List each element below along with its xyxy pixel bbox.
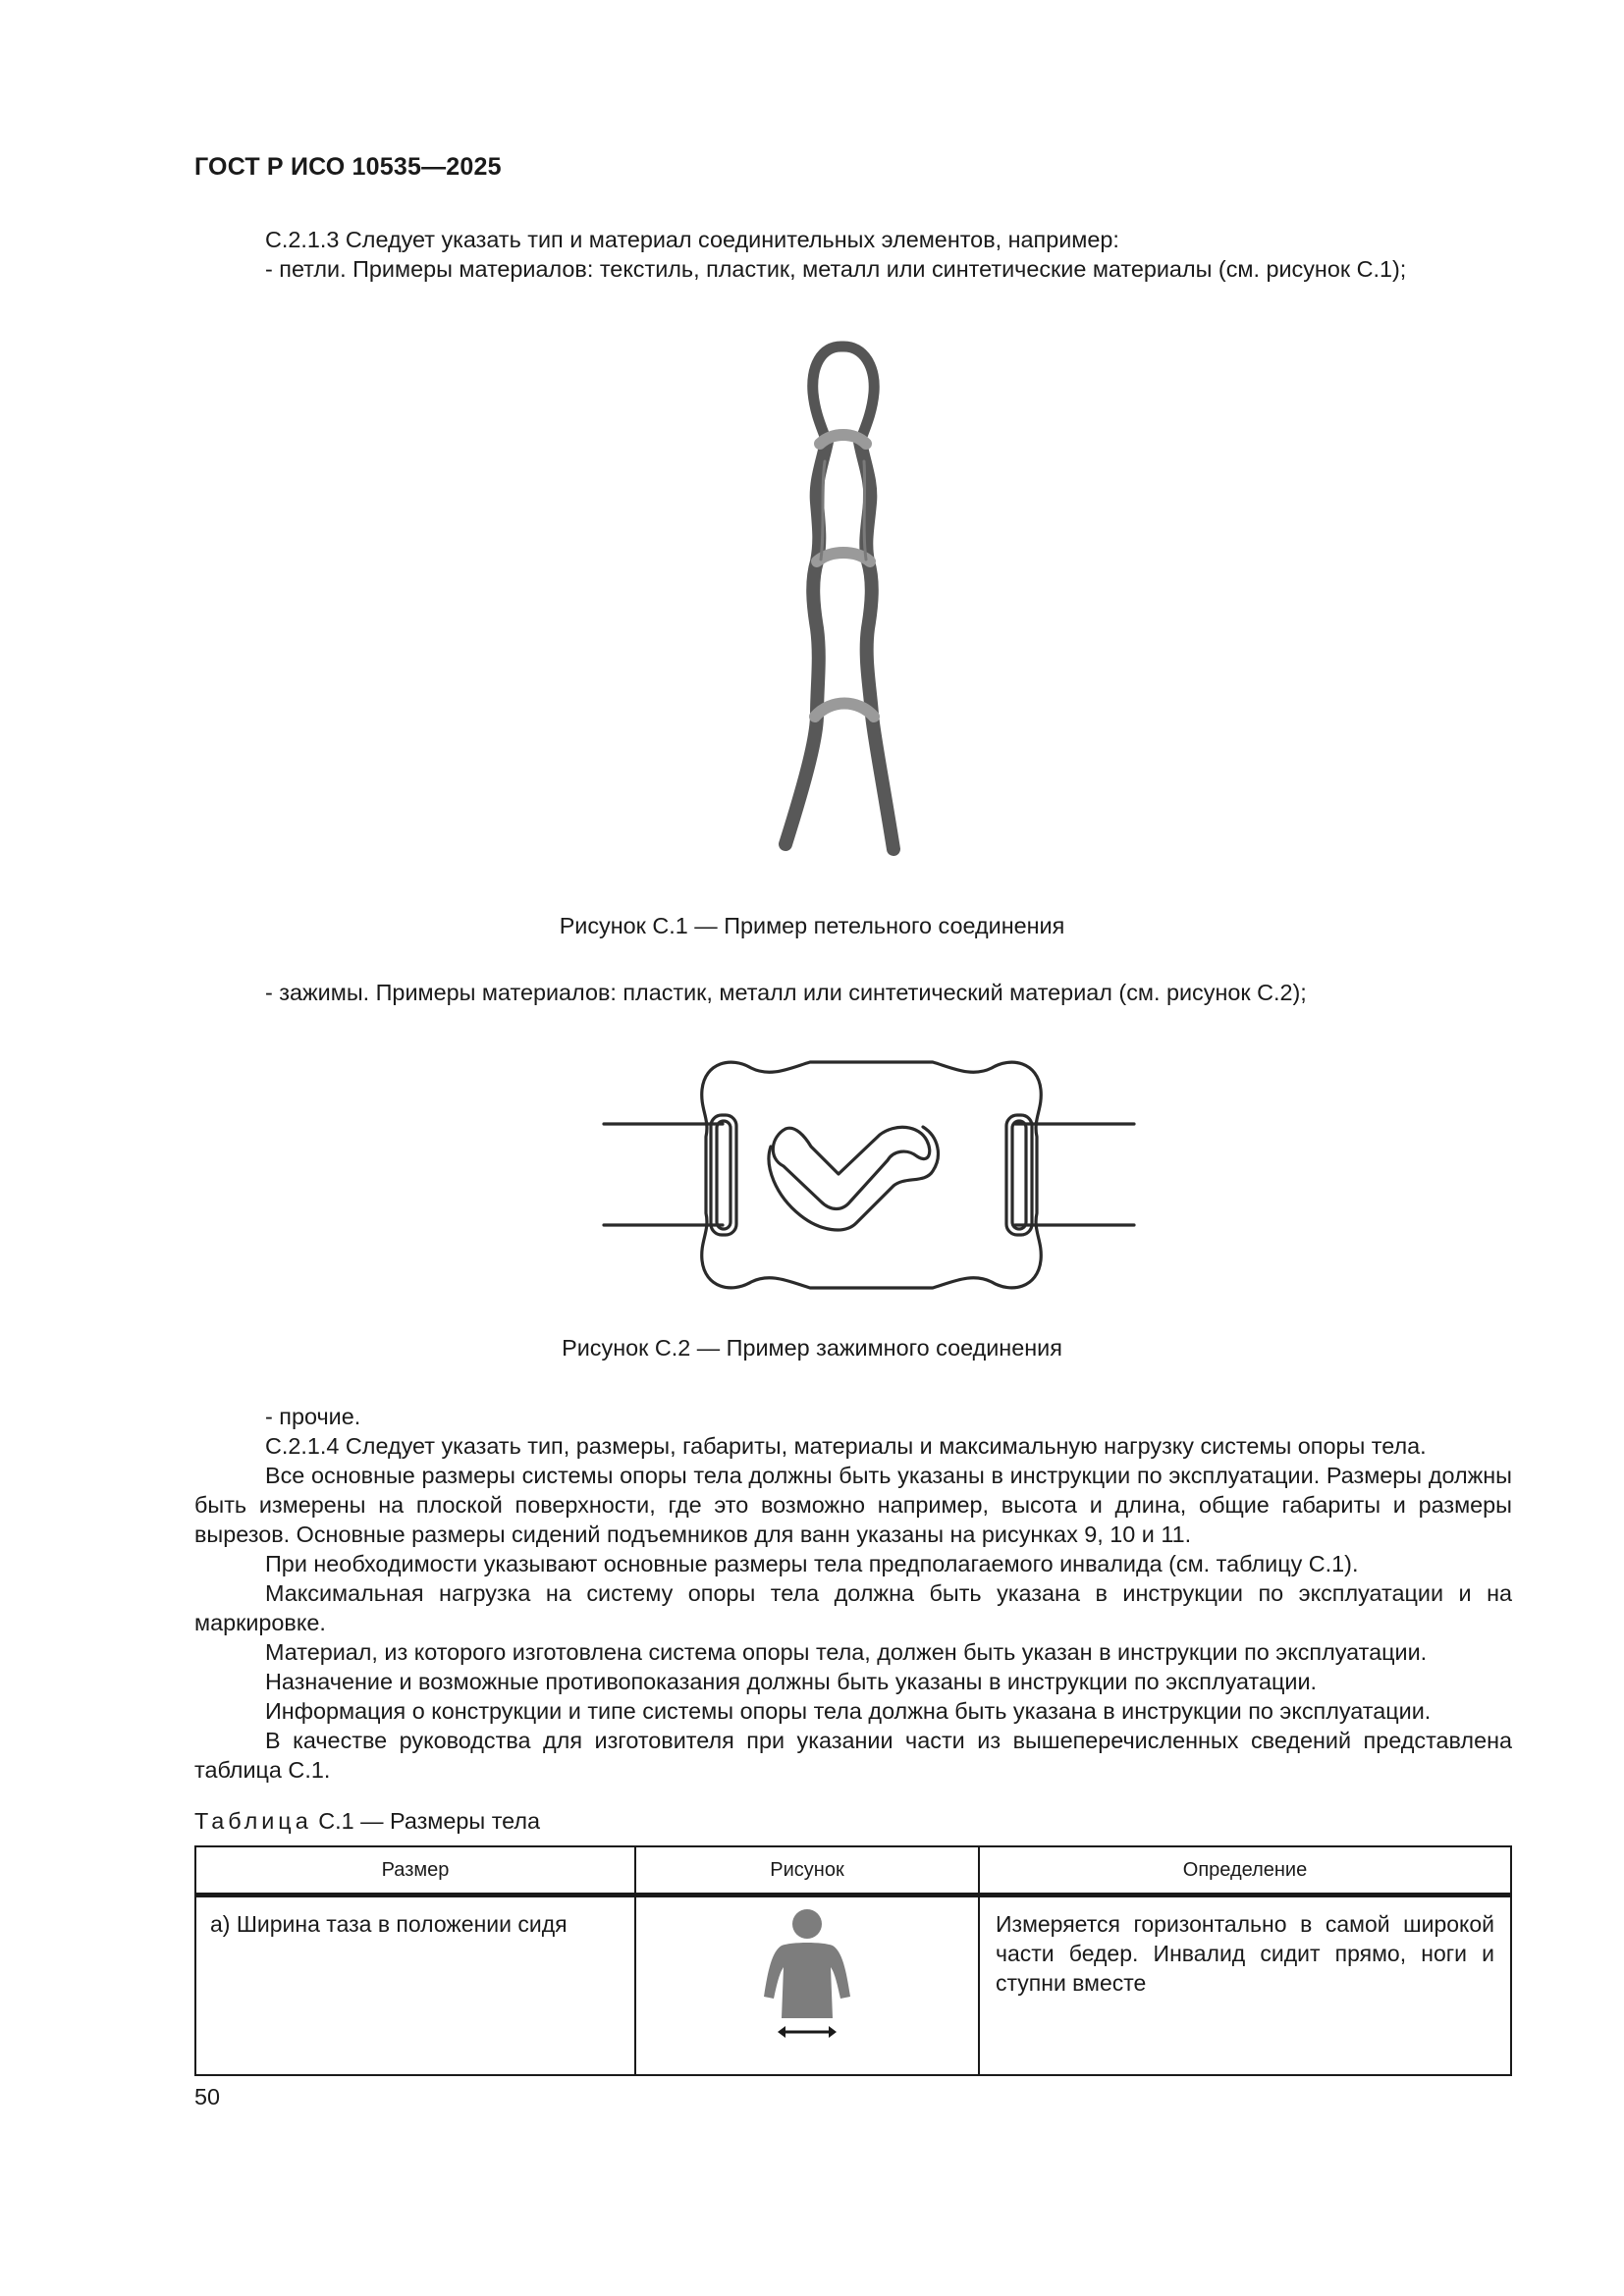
section-c213-lead: С.2.1.3 Следует указать тип и материал соединительных элементов, например: [265, 227, 1119, 252]
column-header-figure: Рисунок [635, 1846, 979, 1896]
table-label-word: Таблица [194, 1808, 312, 1834]
row-figure-cell [635, 1896, 979, 2076]
table-title-text: С.1 — Размеры тела [318, 1808, 541, 1834]
page-number: 50 [194, 2084, 221, 2109]
row-size-cell: а) Ширина таза в положении сидя [195, 1896, 635, 2076]
table-row [195, 1896, 1511, 2076]
loop-connection-illustration [727, 334, 962, 864]
section-c214-p1: С.2.1.4 Следует указать тип, размеры, габариты, материалы и максимальную нагрузку системы опоры тела. [265, 1433, 1427, 1459]
section-c214-p8: В качестве руководства для изготовителя при указании части из вышеперечисленных сведений представлена таблица С.1. [194, 1728, 1512, 1783]
section-c214-p6: Назначение и возможные противопоказания должны быть указаны в инструкции по эксплуатации. [265, 1669, 1318, 1694]
column-header-size: Размер [195, 1846, 635, 1896]
section-c214-p3: При необходимости указывают основные размеры тела предполагаемого инвалида (см. таблицу С.1). [265, 1551, 1359, 1576]
section-c214-p5: Материал, из которого изготовлена система опоры тела, должен быть указан в инструкции по эксплуатации. [265, 1639, 1428, 1665]
table-c1-title [194, 1806, 540, 1836]
document-header: ГОСТ Р ИСО 10535—2025 [194, 153, 502, 181]
figure-c2-caption: Рисунок С.2 — Пример зажимного соединения [562, 1335, 1062, 1361]
seated-person-hip-width-icon [748, 1902, 866, 2050]
section-c214-p4: Максимальная нагрузка на систему опоры тела должна быть указана в инструкции по эксплуатации и на маркировке. [194, 1580, 1512, 1635]
table-header-row [195, 1846, 1511, 1896]
section-c214-p7: Информация о конструкции и типе системы опоры тела должна быть указана в инструкции по эксплуатации. [265, 1698, 1432, 1724]
column-header-definition: Определение [979, 1846, 1511, 1896]
clamps-text: - зажимы. Примеры материалов: пластик, металл или синтетический материал (см. рисунок С.2); [265, 980, 1307, 1005]
section-c214-p2: Все основные размеры системы опоры тела должны быть указаны в инструкции по эксплуатации. Размеры должны быть измерены на плоской поверхности, где это возможно например, высота и длина, общие габариты и размеры вырезов. Основные размеры сидений подъемников для ванн указаны на рисунках 9, 10 и 11. [194, 1463, 1512, 1547]
body-dimensions-table [194, 1845, 1512, 2076]
row-definition-cell: Измеряется горизонтально в самой широкой части бедер. Инвалид сидит прямо, ноги и ступни вместе [979, 1896, 1511, 2076]
section-c213-loops: - петли. Примеры материалов: текстиль, пластик, металл или синтетические материалы (см. рисунок С.1); [265, 256, 1407, 282]
figure-c1-caption: Рисунок С.1 — Пример петельного соединения [559, 913, 1065, 938]
others-text: - прочие. [265, 1404, 361, 1429]
clamp-connection-illustration [599, 1048, 1139, 1294]
